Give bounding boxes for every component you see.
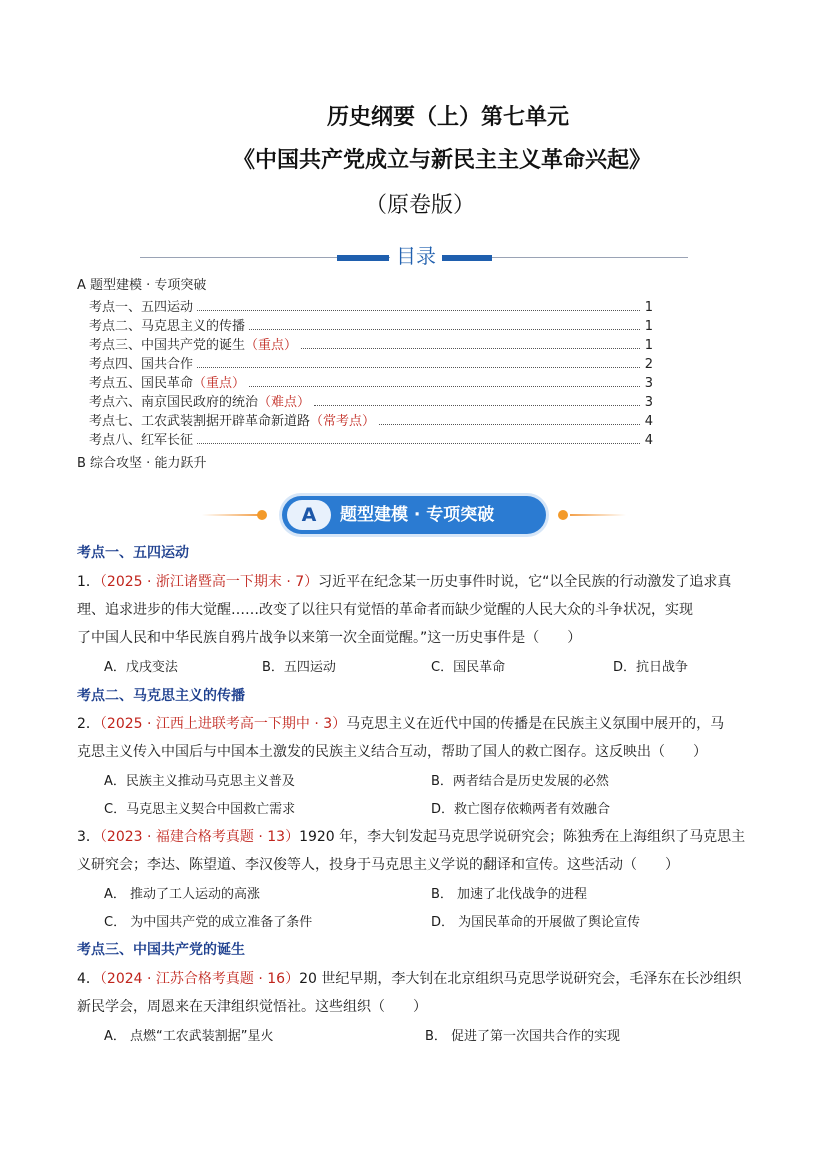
toc-item-tag: （重点） bbox=[193, 376, 246, 391]
toc-leader bbox=[197, 310, 640, 311]
banner-text: 题型建模 · 专项突破 bbox=[340, 505, 495, 525]
option-b[interactable]: B．两者结合是历史发展的必然 bbox=[431, 774, 609, 789]
toc-item-label: 考点五、国民革命 bbox=[89, 376, 194, 391]
toc-leader bbox=[249, 386, 640, 387]
option-c[interactable]: C．国民革命 bbox=[431, 660, 506, 675]
option-b[interactable]: B．五四运动 bbox=[262, 660, 336, 675]
question-text: 马克思主义在近代中国的传播是在民族主义氛围中展开的，马 bbox=[346, 716, 725, 732]
toc-item-label: 考点三、中国共产党的诞生 bbox=[89, 338, 246, 353]
toc-item[interactable] bbox=[89, 430, 653, 448]
toc-item[interactable] bbox=[89, 354, 653, 372]
toc-item[interactable] bbox=[89, 411, 653, 429]
toc-item-page: 3 bbox=[644, 376, 653, 391]
toc-item-label: 考点四、国共合作 bbox=[89, 357, 194, 372]
toc-heading-label: 目录 bbox=[390, 240, 442, 269]
option-d[interactable]: D．抗日战争 bbox=[613, 660, 689, 675]
banner-letter: A bbox=[287, 500, 331, 530]
section-heading: 考点三、中国共产党的诞生 bbox=[77, 942, 245, 958]
toc-leader bbox=[197, 367, 640, 368]
section-banner bbox=[202, 494, 626, 536]
question-source: （2023 · 福建合格考真题 · 13） bbox=[99, 829, 300, 845]
banner-dot-left bbox=[257, 510, 267, 520]
banner-dot-right bbox=[558, 510, 568, 520]
toc-item-tag: （常考点） bbox=[310, 414, 376, 429]
question-line bbox=[77, 713, 724, 733]
toc-item[interactable] bbox=[89, 297, 653, 315]
toc-item-page: 1 bbox=[644, 300, 653, 315]
question-line bbox=[77, 826, 745, 846]
question-number: 1． bbox=[77, 574, 100, 590]
question-line bbox=[77, 571, 731, 591]
toc-leader bbox=[379, 424, 640, 425]
toc-section-b[interactable]: B 综合攻坚 · 能力跃升 bbox=[77, 456, 207, 471]
toc-item-page: 4 bbox=[644, 433, 653, 448]
toc-item-page: 3 bbox=[644, 395, 653, 410]
banner-line-right bbox=[570, 514, 626, 516]
toc-section-a[interactable]: A 题型建模 · 专项突破 bbox=[77, 278, 207, 293]
option-b[interactable]: B． 加速了北伐战争的进程 bbox=[431, 887, 588, 902]
toc-bar-right bbox=[442, 255, 492, 261]
question-text: 了中国人民和中华民族自鸦片战争以来第一次全面觉醒。”这一历史事件是（ ） bbox=[77, 630, 582, 646]
question-source: （2025 · 浙江诸暨高一下期末 · 7） bbox=[99, 574, 319, 590]
toc-item-page: 1 bbox=[644, 319, 653, 334]
question-source: （2024 · 江苏合格考真题 · 16） bbox=[99, 971, 300, 987]
option-d[interactable]: D．救亡图存依赖两者有效融合 bbox=[431, 802, 611, 817]
toc-item[interactable] bbox=[89, 373, 653, 391]
question-text: 义研究会；李达、陈望道、李汉俊等人，投身于马克思主义学说的翻译和宣传。这些活动（ ） bbox=[77, 857, 679, 873]
toc-item-page: 4 bbox=[644, 414, 653, 429]
toc-item[interactable] bbox=[89, 335, 653, 353]
question-number: 4． bbox=[77, 971, 100, 987]
toc-item[interactable] bbox=[89, 392, 653, 410]
toc-bar-left bbox=[337, 255, 389, 261]
option-a[interactable]: A．民族主义推动马克思主义普及 bbox=[104, 774, 295, 789]
toc-heading bbox=[140, 240, 688, 270]
toc-item-label: 考点七、工农武装割据开辟革命新道路 bbox=[89, 414, 311, 429]
toc-item-page: 2 bbox=[644, 357, 653, 372]
question-number: 3． bbox=[77, 829, 100, 845]
section-heading: 考点二、马克思主义的传播 bbox=[77, 688, 245, 704]
toc-item-page: 1 bbox=[644, 338, 653, 353]
option-a[interactable]: A．戊戌变法 bbox=[104, 660, 178, 675]
toc-leader bbox=[301, 348, 640, 349]
question-text: 新民学会，周恩来在天津组织觉悟社。这些组织（ ） bbox=[77, 999, 427, 1015]
toc-item-tag: （重点） bbox=[245, 338, 298, 353]
option-b[interactable]: B． 促进了第一次国共合作的实现 bbox=[425, 1029, 621, 1044]
question-text: 1920 年，李大钊发起马克思学说研究会；陈独秀在上海组织了马克思主 bbox=[299, 829, 746, 845]
option-a[interactable]: A． 点燃“工农武装割据”星火 bbox=[104, 1029, 274, 1044]
toc-leader bbox=[197, 443, 640, 444]
banner-line-left bbox=[202, 514, 259, 516]
toc-item-tag: （难点） bbox=[258, 395, 311, 410]
question-number: 2． bbox=[77, 716, 100, 732]
question-text: 习近平在纪念某一历史事件时说，它“以全民族的行动激发了追求真 bbox=[318, 574, 732, 590]
toc-leader bbox=[314, 405, 640, 406]
title-line-3: （原卷版） bbox=[365, 193, 476, 218]
question-line bbox=[77, 968, 741, 988]
toc-item-label: 考点一、五四运动 bbox=[89, 300, 194, 315]
toc-item-label: 考点六、南京国民政府的统治 bbox=[89, 395, 259, 410]
option-a[interactable]: A． 推动了工人运动的高涨 bbox=[104, 887, 261, 902]
toc-leader bbox=[249, 329, 640, 330]
toc-item-label: 考点二、马克思主义的传播 bbox=[89, 319, 246, 334]
question-text: 理、追求进步的伟大觉醒……改变了以往只有觉悟的革命者而缺少觉醒的人民大众的斗争状况，实现 bbox=[77, 602, 693, 618]
title-line-2: 《中国共产党成立与新民主主义革命兴起》 bbox=[233, 147, 652, 173]
question-text: 20 世纪早期，李大钊在北京组织马克思学说研究会，毛泽东在长沙组织 bbox=[299, 971, 742, 987]
question-source: （2025 · 江西上进联考高一下期中 · 3） bbox=[99, 716, 347, 732]
title-line-1: 历史纲要（上）第七单元 bbox=[327, 104, 570, 130]
section-heading: 考点一、五四运动 bbox=[77, 545, 189, 561]
option-d[interactable]: D． 为国民革命的开展做了舆论宣传 bbox=[431, 915, 641, 930]
toc-item-label: 考点八、红军长征 bbox=[89, 433, 194, 448]
toc-item[interactable] bbox=[89, 316, 653, 334]
option-c[interactable]: C． 为中国共产党的成立准备了条件 bbox=[104, 915, 313, 930]
option-c[interactable]: C．马克思主义契合中国救亡需求 bbox=[104, 802, 296, 817]
question-text: 克思主义传入中国后与中国本土激发的民族主义结合互动，帮助了国人的救亡图存。这反映出（ ） bbox=[77, 744, 707, 760]
